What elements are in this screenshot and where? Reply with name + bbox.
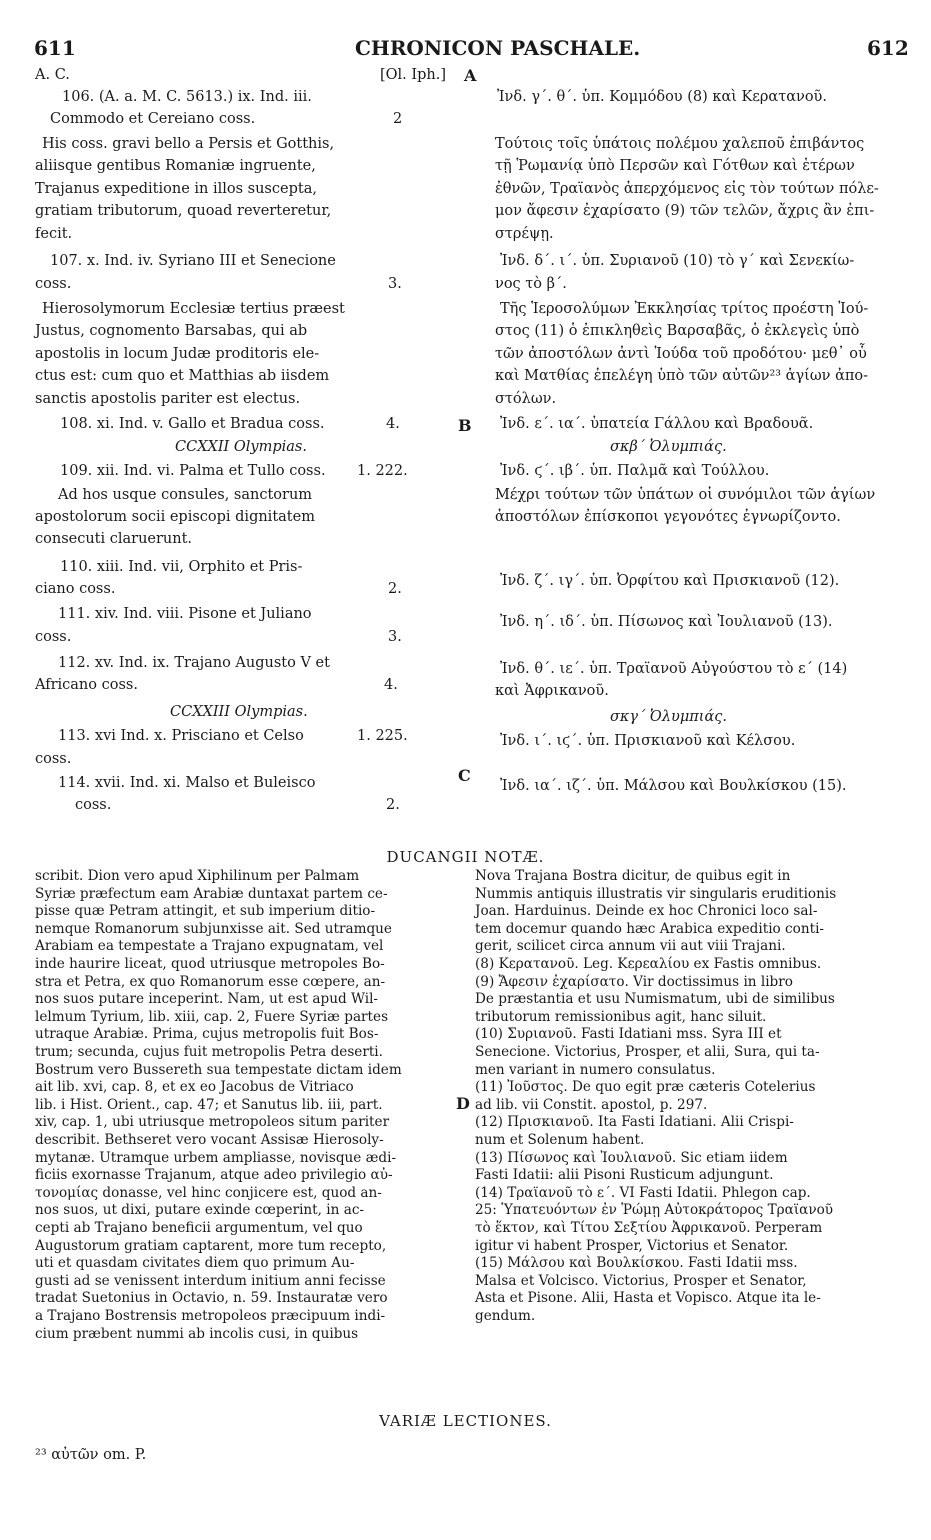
- olymp-label: [Ol. Iph.]: [380, 67, 447, 83]
- note-line: Augustorum gratiam captarent, more tum recepto,: [35, 1237, 387, 1254]
- margin-letter-a: A: [464, 66, 477, 85]
- note-line: (11) Ἰοῦστος. De quo egit præ cæteris Cotelerius: [475, 1079, 816, 1096]
- note-line: uti et quasdam civitates diem quo primum Au-: [35, 1255, 355, 1272]
- latin-line: 106. (A. a. M. C. 5613.) ix. Ind. iii.: [62, 89, 312, 105]
- note-line: ait lib. xvi, cap. 8, et ex eo Jacobus de Vitriaco: [35, 1079, 354, 1096]
- latin-line: consecuti claruerunt.: [35, 531, 193, 547]
- latin-line: 110. xiii. Ind. vii, Orphito et Pris-: [60, 559, 303, 575]
- note-line: Nova Trajana Bostra dicitur, de quibus egit in: [475, 868, 791, 884]
- latin-line: coss.: [35, 276, 72, 292]
- note-line: De præstantia et usu Numismatum, ubi de similibus: [475, 991, 835, 1008]
- note-line: nos suos putare inceperint. Nam, ut est apud Wil-: [35, 991, 379, 1008]
- note-line: stra et Petra, ex quo Romanorum esse cœpere, an-: [35, 973, 386, 990]
- latin-line: Commodo et Cereiano coss.: [50, 111, 256, 127]
- latin-line: apostolorum socii episcopi dignitatem: [35, 509, 315, 525]
- note-line: gusti ad se venissent interdum initium anni fecisse: [35, 1272, 386, 1289]
- greek-line: Ἰνδ. θ΄. ιε΄. ὑπ. Τραϊανοῦ Αὐγούστου τὸ ε΄ (14): [500, 661, 848, 677]
- latin-line: 112. xv. Ind. ix. Trajano Augusto V et: [58, 655, 330, 671]
- greek-line: ἐθνῶν, Τραϊανὸς ἀπερχόμενος εἰς τὸν τούτων πόλε-: [495, 181, 879, 197]
- latin-line: 114. xvii. Ind. xi. Malso et Buleisco: [58, 775, 316, 791]
- note-line: Senecione. Victorius, Prosper, et alii, Sura, qui ta-: [475, 1044, 820, 1060]
- greek-line: Τούτοις τοῖς ὑπάτοις πολέμου χαλεποῦ ἐπιβάντος: [495, 136, 865, 152]
- greek-line: Μέχρι τούτων τῶν ὑπάτων οἱ συνόμιλοι τῶν ἁγίων: [495, 487, 876, 503]
- note-line: (9) Ἄφεσιν ἐχαρίσατο. Vir doctissimus in libro: [475, 973, 793, 990]
- latin-line: Ad hos usque consules, sanctorum: [58, 487, 313, 503]
- latin-line: 113. xvi Ind. x. Prisciano et Celso: [58, 728, 304, 744]
- year-number: 4.: [384, 677, 398, 693]
- greek-line: καὶ Ἀφρικανοῦ.: [495, 683, 609, 699]
- latin-line: Africano coss.: [35, 677, 138, 693]
- note-line: Syriæ præfectum eam Arabiæ duntaxat partem ce-: [35, 885, 388, 902]
- note-line: Arabiam ea tempestate a Trajano expugnatam, vel: [35, 938, 384, 955]
- latin-line: Justus, cognomento Barsabas, qui ab: [35, 323, 308, 339]
- greek-line: ἀποστόλων ἐπίσκοποι γεγονότες ἐγνωρίζοντο.: [495, 509, 841, 525]
- note-line: (14) Τραϊανοῦ τὸ ε΄. VI Fasti Idatii. Phlegon cap.: [475, 1184, 811, 1201]
- note-line: τονομίας donasse, vel hinc conjicere est, quod an-: [35, 1184, 382, 1201]
- latin-line: 107. x. Ind. iv. Syriano III et Senecione: [50, 253, 336, 269]
- note-line: a Trajano Bostrensis metropoleos præcipuum indi-: [35, 1308, 386, 1324]
- greek-line: Τῆς Ἱεροσολύμων Ἐκκλησίας τρίτος προέστη Ἰού-: [500, 301, 869, 317]
- margin-letter-b: B: [458, 416, 472, 435]
- latin-line: ciano coss.: [35, 581, 116, 597]
- greek-line: τῶν ἀποστόλων ἀντὶ Ἰούδα τοῦ προδότου· μεθ᾽ οὗ: [495, 346, 867, 362]
- note-line: num et Solenum habent.: [475, 1132, 645, 1148]
- latin-line: CCXXIII Olympias.: [170, 704, 308, 720]
- note-line: tradat Suetonius in Octavio, n. 59. Instauratæ vero: [35, 1290, 388, 1307]
- year-number: 1. 222.: [357, 463, 408, 479]
- greek-line: Ἰνδ. ζ΄. ιγ΄. ὑπ. Ὀρφίτου καὶ Πρισκιανοῦ (12).: [500, 573, 840, 589]
- greek-line: Ἰνδ. ια΄. ιζ΄. ὑπ. Μάλσου καὶ Βουλκίσκου (15).: [500, 778, 847, 794]
- note-line: nos suos, ut dixi, putare exinde cœperint, in ac-: [35, 1202, 365, 1219]
- note-line: men variant in numero consulatus.: [475, 1061, 716, 1078]
- greek-line: μον ἄφεσιν ἐχαρίσατο (9) τῶν τελῶν, ἄχρις ἂν ἐπι-: [495, 203, 875, 219]
- latin-line: fecit.: [35, 226, 73, 242]
- margin-letter-c: C: [458, 766, 471, 785]
- page-number-right: 612: [867, 36, 909, 60]
- note-line: tributorum remissionibus agit, hanc siluit.: [475, 1008, 767, 1025]
- latin-line: 109. xii. Ind. vi. Palma et Tullo coss.: [60, 463, 326, 479]
- note-line: gerit, scilicet circa annum vii aut viii Trajani.: [475, 938, 786, 955]
- note-line: Nummis antiquis illustratis vir singularis eruditionis: [475, 885, 837, 902]
- greek-line: τῇ Ῥωμανίᾳ ὑπὸ Περσῶν καὶ Γότθων καὶ ἑτέρων: [495, 158, 855, 174]
- latin-line: coss.: [75, 797, 112, 813]
- latin-line: 111. xiv. Ind. viii. Pisone et Juliano: [58, 606, 312, 622]
- note-line: Asta et Pisone. Alii, Hasta et Vopisco. Atque ita le-: [475, 1290, 821, 1307]
- latin-line: ctus est: cum quo et Matthias ab iisdem: [35, 368, 330, 384]
- greek-line: καὶ Ματθίας ἐπελέγη ὑπὸ τῶν αὐτῶν²³ ἁγίων ἀπο-: [495, 368, 869, 384]
- latin-line: 108. xi. Ind. v. Gallo et Bradua coss.: [60, 416, 325, 432]
- note-line: ficiis exornasse Trajanum, atque adeo privilegio αὐ-: [35, 1167, 393, 1184]
- note-line: ad lib. vii Constit. apostol, p. 297.: [475, 1096, 708, 1113]
- note-line: (10) Συριανοῦ. Fasti Idatiani mss. Syra III et: [475, 1026, 782, 1043]
- note-line: nemque Romanorum subjunxisse ait. Sed utramque: [35, 920, 392, 937]
- note-line: trum; secunda, cujus fuit metropolis Petra deserti.: [35, 1044, 383, 1060]
- greek-line: σκγ΄ Ὀλυμπιάς.: [610, 709, 727, 725]
- note-line: igitur vi habent Prosper, Victorius et Senator.: [475, 1237, 789, 1254]
- greek-line: Ἰνδ. ι΄. ιϛ΄. ὑπ. Πρισκιανοῦ καὶ Κέλσου.: [500, 733, 796, 749]
- greek-line: νος τὸ β΄.: [495, 276, 567, 292]
- year-number: 4.: [386, 416, 400, 432]
- greek-line: στρέψῃ.: [495, 226, 554, 242]
- page-number-left: 611: [34, 36, 76, 60]
- note-line: Joan. Harduinus. Deinde ex hoc Chronici loco sal-: [475, 903, 818, 920]
- note-line: lelmum Tyrium, lib. xiii, cap. 2, Fuere Syriæ partes: [35, 1008, 389, 1025]
- greek-line: στόλων.: [495, 391, 557, 407]
- latin-line: gratiam tributorum, quoad reverteretur,: [35, 203, 332, 219]
- year-number: 3.: [388, 629, 402, 645]
- note-line: utraque Arabiæ. Prima, cujus metropolis fuit Bos-: [35, 1026, 379, 1043]
- note-line: describit. Bethseret vero vocant Assisæ Hierosoly-: [35, 1132, 384, 1148]
- greek-line: Ἰνδ. ε΄. ια΄. ὑπατεία Γάλλου καὶ Βραδουᾶ.: [500, 416, 814, 432]
- variae-note: ²³ αὐτῶν om. P.: [35, 1447, 147, 1463]
- year-number: 3.: [388, 276, 402, 292]
- note-line: pisse quæ Petram attingit, et sub imperium ditio-: [35, 903, 376, 920]
- note-line: τὸ ἕκτον, καὶ Τίτου Σεξτίου Ἀφρικανοῦ. Perperam: [475, 1220, 823, 1236]
- latin-line: coss.: [35, 751, 72, 767]
- note-line: inde haurire liceat, quod utriusque metropoles Bo-: [35, 956, 385, 972]
- year-number: 2.: [386, 797, 400, 813]
- note-line: xiv, cap. 1, ubi utriusque metropoleos situm pariter: [35, 1114, 390, 1131]
- year-number: 2.: [388, 581, 402, 597]
- note-line: (12) Πρισκιανοῦ. Ita Fasti Idatiani. Alii Crispi-: [475, 1114, 794, 1131]
- year-number: 2: [393, 111, 403, 127]
- greek-line: Ἰνδ. γ΄. θ΄. ὑπ. Κομμόδου (8) καὶ Κερατανοῦ.: [497, 89, 827, 105]
- note-line: lib. i Hist. Orient., cap. 47; et Sanutus lib. iii, part.: [35, 1096, 383, 1113]
- margin-letter-d: D: [456, 1094, 470, 1113]
- notes-title: DUCANGII NOTÆ.: [386, 848, 545, 866]
- greek-line: σκβ΄ Ὀλυμπιάς.: [610, 439, 727, 455]
- note-line: scribit. Dion vero apud Xiphilinum per Palmam: [35, 868, 360, 884]
- note-line: Malsa et Volcisco. Victorius, Prosper et Senator,: [475, 1272, 807, 1289]
- latin-line: Trajanus expeditione in illos suscepta,: [35, 181, 317, 197]
- note-line: gendum.: [475, 1308, 536, 1324]
- note-line: mytanæ. Utramque urbem ampliasse, novisque ædi-: [35, 1149, 397, 1166]
- note-line: cium præbent nummi ab incolis cusi, in quibus: [35, 1325, 359, 1342]
- ac-label: A. C.: [35, 67, 70, 83]
- note-line: Bostrum vero Bussereth sua tempestate dictam idem: [35, 1061, 402, 1078]
- note-line: (15) Μάλσου καὶ Βουλκίσκου. Fasti Idatii mss.: [475, 1255, 798, 1272]
- note-line: tem docemur quando hæc Arabica expeditio conti-: [475, 920, 825, 937]
- greek-line: στος (11) ὁ ἐπικληθεὶς Βαρσαβᾶς, ὁ ἐκλεγεὶς ὑπὸ: [495, 323, 860, 339]
- note-line: (13) Πίσωνος καὶ Ἰουλιανοῦ. Sic etiam iidem: [475, 1149, 788, 1166]
- greek-line: Ἰνδ. ϛ΄. ιβ΄. ὑπ. Παλμᾶ καὶ Τούλλου.: [500, 463, 770, 479]
- note-line: (8) Κερατανοῦ. Leg. Κερεαλίου ex Fastis omnibus.: [475, 956, 822, 972]
- year-number: 1. 225.: [357, 728, 408, 744]
- variae-title: VARIÆ LECTIONES.: [379, 1412, 552, 1430]
- greek-line: Ἰνδ. η΄. ιδ΄. ὑπ. Πίσωνος καὶ Ἰουλιανοῦ (13).: [500, 614, 833, 630]
- latin-line: Hierosolymorum Ecclesiæ tertius præest: [42, 301, 345, 317]
- latin-line: coss.: [35, 629, 72, 645]
- latin-line: aliisque gentibus Romaniæ ingruente,: [35, 158, 316, 174]
- greek-line: Ἰνδ. δ΄. ι΄. ὑπ. Συριανοῦ (10) τὸ γ΄ καὶ Σενεκίω-: [500, 253, 855, 269]
- latin-line: apostolis in locum Judæ proditoris ele-: [35, 346, 320, 362]
- note-line: cepti ab Trajano beneficii argumentum, vel quo: [35, 1220, 363, 1236]
- latin-line: sanctis apostolis pariter est electus.: [35, 391, 301, 407]
- note-line: Fasti Idatii: alii Pisoni Rusticum adjungunt.: [475, 1167, 774, 1184]
- latin-line: CCXXII Olympias.: [175, 439, 307, 455]
- note-line: 25: Ὑπατευόντων ἐν Ῥώμῃ Αὐτοκράτορος Τραϊανοῦ: [475, 1202, 834, 1219]
- latin-line: His coss. gravi bello a Persis et Gotthis,: [42, 136, 335, 152]
- running-title: CHRONICON PASCHALE.: [355, 36, 641, 60]
